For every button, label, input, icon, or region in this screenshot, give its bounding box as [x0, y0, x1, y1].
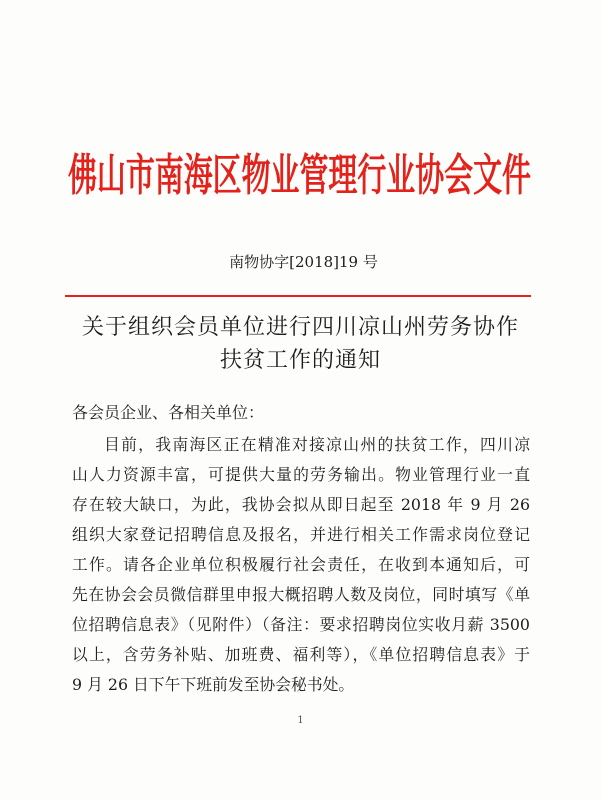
salutation: 各会员企业、各相关单位： [72, 403, 265, 422]
body-line: 组织大家登记招聘信息及报名，并进行相关工作需求岗位登记 [72, 525, 530, 544]
red-divider-line [65, 295, 531, 297]
organization-header [0, 136, 601, 202]
organization-header-text: 佛山市南海区物业管理行业协会文件 [68, 150, 531, 201]
notice-body [72, 430, 530, 700]
notice-title-line: 扶贫工作的通知 [219, 348, 381, 373]
document-number: 南物协字[2018]19 号 [229, 253, 378, 271]
notice-title [0, 311, 601, 377]
notice-title-line: 关于组织会员单位进行四川凉山州劳务协作 [81, 315, 519, 340]
body-line: 先在协会会员微信群里申报大概招聘人数及岗位，同时填写《单 [72, 585, 530, 604]
body-line: 存在较大缺口，为此，我协会拟从即日起至 2018 年 9 月 26 [72, 495, 530, 514]
body-line: 9 月 26 日下午下班前发至协会秘书处。 [72, 675, 355, 694]
body-line: 目前，我南海区正在精准对接凉山州的扶贫工作，四川凉 [104, 435, 530, 454]
body-line: 工作。请各企业单位积极履行社会责任，在收到本通知后，可 [72, 555, 530, 574]
body-line: 位招聘信息表》（见附件）（备注：要求招聘岗位实收月薪 3500 [72, 615, 530, 634]
page-number: 1 [297, 715, 304, 726]
body-line: 以上，含劳务补贴、加班费、福利等），《单位招聘信息表》于 [72, 645, 530, 664]
body-line: 山人力资源丰富，可提供大量的劳务输出。物业管理行业一直 [72, 465, 530, 484]
